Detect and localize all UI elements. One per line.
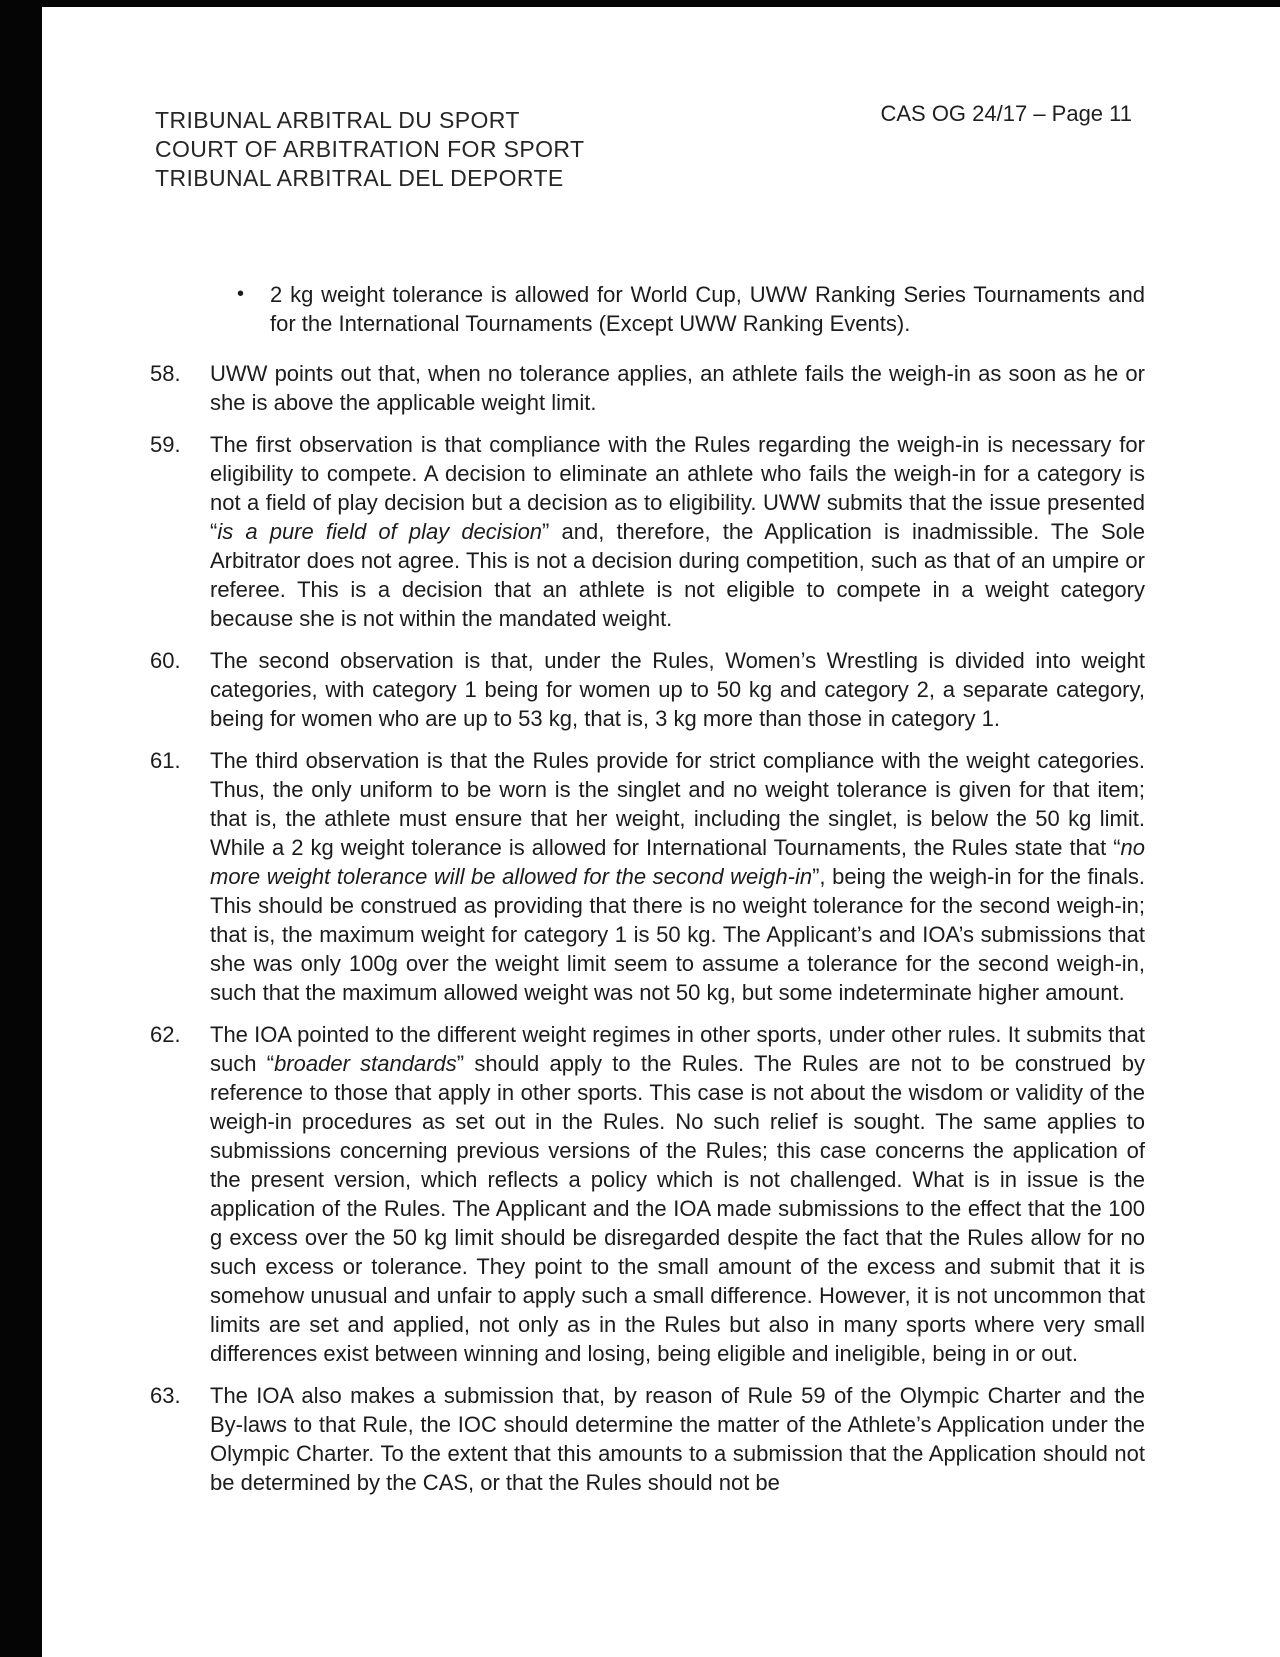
letterhead-line-es: TRIBUNAL ARBITRAL DEL DEPORTE (155, 165, 564, 191)
letterhead-line-en: COURT OF ARBITRATION FOR SPORT (155, 136, 585, 162)
paragraph (150, 746, 1145, 1007)
document-body (150, 280, 1145, 1497)
letterhead (155, 106, 584, 193)
paragraph-number: 61. (150, 748, 181, 773)
bullet-marker: • (237, 283, 245, 305)
paragraph-number: 58. (150, 361, 181, 386)
paragraph-text: UWW points out that, when no tolerance applies, an athlete fails the weigh-in as soon as he or she is above the applicable weight limit. (210, 361, 1145, 415)
paragraph-number: 62. (150, 1022, 181, 1047)
paragraph-number: 59. (150, 432, 181, 457)
paragraph-text: The third observation is that the Rules provide for strict compliance with the weight categories. Thus, the only uniform to be worn is the singlet and no weight tolerance is given for that item; that is, the athlete must ensure that her weight, including the singlet, is below the 50 kg limit. While a 2 kg weight tolerance is allowed for International Tournaments, the Rules state that “no more weight tolerance will be allowed for the second weigh-in”, being the weigh-in for the finals. This should be construed as providing that there is no weight tolerance for the second weigh-in; that is, the maximum weight for category 1 is 50 kg. The Applicant’s and IOA’s submissions that she was only 100g over the weight limit seem to assume a tolerance for the second weigh-in, such that the maximum allowed weight was not 50 kg, but some indeterminate higher amount. (210, 748, 1145, 1005)
paragraph-text: The first observation is that compliance with the Rules regarding the weigh-in is necessary for eligibility to compete. A decision to eliminate an athlete who fails the weigh-in for a category is not a field of play decision but a decision as to eligibility. UWW submits that the issue presented “is a pure field of play decision” and, therefore, the Application is inadmissible. The Sole Arbitrator does not agree. This is not a decision during competition, such as that of an umpire or referee. This is a decision that an athlete is not eligible to compete in a weight category because she is not within the mandated weight. (210, 432, 1145, 631)
scan-edge-top-line (0, 0, 1280, 7)
letterhead-line-fr: TRIBUNAL ARBITRAL DU SPORT (155, 107, 520, 133)
case-page-reference: CAS OG 24/17 – Page 11 (880, 101, 1132, 126)
paragraph-text: The second observation is that, under the Rules, Women’s Wrestling is divided into weight categories, with category 1 being for women up to 50 kg and category 2, a separate category, being for women who are up to 53 kg, that is, 3 kg more than those in category 1. (210, 648, 1145, 731)
paragraph (150, 359, 1145, 417)
paragraph-text: The IOA pointed to the different weight regimes in other sports, under other rules. It submits that such “broader standards” should apply to the Rules. The Rules are not to be construed by reference to those that apply in other sports. This case is not about the wisdom or validity of the weigh-in procedures as set out in the Rules. No such relief is sought. The same applies to submissions concerning previous versions of the Rules; this case concerns the application of the present version, which reflects a policy which is not challenged. What is in issue is the application of the Rules. The Applicant and the IOA made submissions to the effect that the 100 g excess over the 50 kg limit should be disregarded despite the fact that the Rules allow for no such excess or tolerance. They point to the small amount of the excess and submit that it is somehow unusual and unfair to apply such a small difference. However, it is not uncommon that limits are set and applied, not only as in the Rules but also in many sports where very small differences exist between winning and losing, being eligible and ineligible, being in or out. (210, 1022, 1145, 1366)
paragraph-number: 63. (150, 1383, 181, 1408)
bullet-item (237, 280, 1145, 338)
paragraph-list (150, 359, 1145, 1497)
paragraph-number: 60. (150, 648, 181, 673)
paragraph (150, 1381, 1145, 1497)
paragraph (150, 430, 1145, 633)
bullet-text: 2 kg weight tolerance is allowed for World Cup, UWW Ranking Series Tournaments and for the International Tournaments (Except UWW Ranking Events). (270, 282, 1145, 336)
paragraph (150, 1020, 1145, 1368)
scan-edge-left-bar (0, 0, 42, 1657)
paragraph (150, 646, 1145, 733)
paragraph-text: The IOA also makes a submission that, by reason of Rule 59 of the Olympic Charter and the By-laws to that Rule, the IOC should determine the matter of the Athlete’s Application under the Olympic Charter. To the extent that this amounts to a submission that the Application should not be determined by the CAS, or that the Rules should not be (210, 1383, 1145, 1495)
